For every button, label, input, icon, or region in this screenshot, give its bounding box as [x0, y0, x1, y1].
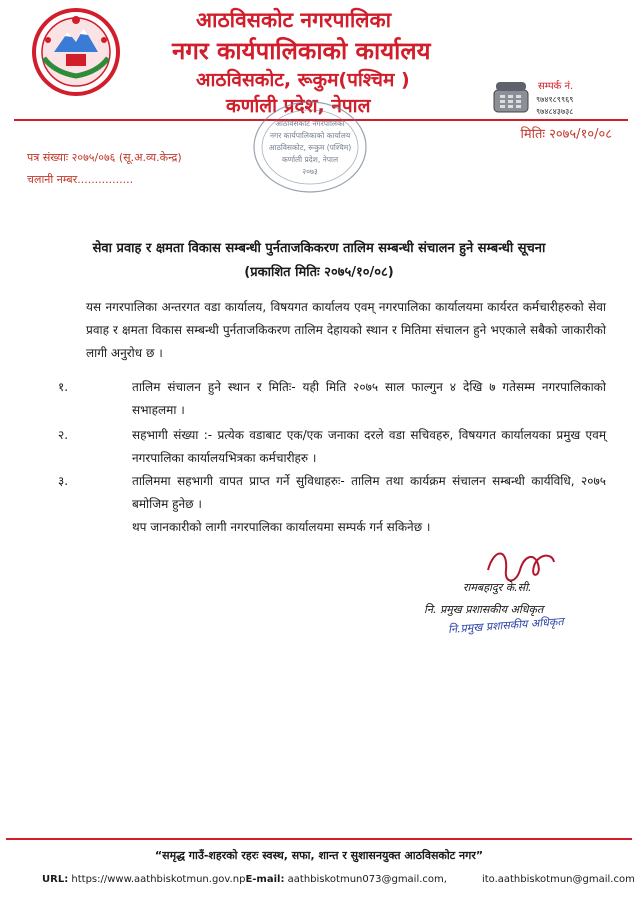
- office-seal-stamp: [250, 98, 370, 196]
- list-item-training-venue-date: तालिम संचालन हुने स्थान र मितिः- यही मिति २०७५ साल फाल्गुन ४ देखि ७ गतेसम्म नगरपालिकाको सभाहलमा ।: [132, 380, 606, 417]
- header-province-line: कर्णाली प्रदेश, नेपाल: [226, 95, 371, 117]
- list-item-number: १.: [58, 380, 69, 394]
- seal-line-5: २०७३: [302, 167, 318, 176]
- header-office-line-2: नगर कार्यपालिकाको कार्यालय: [172, 37, 431, 65]
- contact-number-2: ९७४८४३७३८: [536, 107, 574, 116]
- list-item-number: ३.: [58, 474, 69, 488]
- signatory-stamp: नि.प्रमुख प्रशासकीय अधिकृत: [447, 614, 565, 637]
- email-link-1[interactable]: aathbiskotmun073@gmail.com,: [287, 874, 447, 885]
- footer-contact-line: [42, 874, 635, 885]
- notice-closing-line: थप जानकारीको लागी नगरपालिका कार्यालयमा सम्पर्क गर्न सकिनेछ ।: [132, 520, 431, 534]
- notice-publish-date: (प्रकाशित मितिः २०७५/१०/०८): [244, 265, 394, 280]
- issue-date: मितिः २०७५/१०/०८: [520, 127, 612, 142]
- dispatch-number: चलानी नम्बर................: [27, 173, 134, 186]
- signatory-name: रामबहादुर के.सी.: [463, 581, 532, 594]
- letter-reference-number: पत्र संख्याः २०७५/०७६ (सू.अ.व्य.केन्द्र): [27, 151, 182, 164]
- telephone-icon: [492, 80, 530, 114]
- seal-line-4: कर्णाली प्रदेश, नेपाल: [281, 155, 339, 164]
- nepal-government-emblem-icon: [30, 6, 122, 98]
- signatory-title: नि. प्रमुख प्रशासकीय अधिकृत: [424, 603, 544, 616]
- notice-intro-paragraph: यस नगरपालिका अन्तरगत वडा कार्यालय, विषयगत कार्यालय एवम् नगरपालिका कार्यालयमा कार्यरत कर्मचारीहरुको सेवा प्रवाह र क्षमता विकास सम्बन्धी पुर्नताजकिकरण तालिम देहायको स्थान र मितिमा संचालन हुने भएकाले सबैको जाकारीको लागी अनुरोध छ ।: [86, 300, 606, 360]
- municipality-motto: “समृद्ध गाउँ-शहरको रहरः स्वस्थ, सफा, शान्त र सुशासनयुक्त आठविसकोट नगर”: [154, 849, 484, 862]
- contact-label: सम्पर्क नं.: [538, 81, 574, 92]
- header-office-line-1: आठविसकोट नगरपालिका: [196, 8, 392, 32]
- list-item-number: २.: [58, 428, 69, 442]
- email-link-2[interactable]: ito.aathbiskotmun@gmail.com: [481, 874, 635, 885]
- list-item-facilities: तालिममा सहभागी वापत प्राप्त गर्ने सुविधाहरुः- तालिम तथा कार्यक्रम संचालन सम्बन्धी कार्यविधि, २०७५ बमोजिम हुनेछ ।: [132, 474, 606, 511]
- seal-line-3: आठविसकोट, रूकुम (पश्चिम): [268, 143, 352, 152]
- url-label: URL:: [42, 874, 69, 885]
- seal-line-1: आठविसकोट नगरपालिका: [275, 119, 345, 128]
- email-label: E-mail:: [245, 874, 285, 885]
- header-address-line: आठविसकोट, रूकुम(पश्चिम ): [196, 69, 410, 91]
- list-item-participants: सहभागी संख्या :- प्रत्येक वडाबाट एक/एक जनाका दरले वडा सचिवहरु, विषयगत कार्यालयका प्रमुख एवम् नगरपालिका कार्यालयभित्रका कर्मचारीहरु ।: [132, 428, 606, 465]
- notice-title: सेवा प्रवाह र क्षमता विकास सम्बन्धी पुर्नताजकिकरण तालिम सम्बन्धी संचालन हुने सम्बन्धी सूचना: [92, 241, 546, 256]
- contact-number-1: ९७४१८९९६९: [536, 95, 574, 104]
- footer-divider: [6, 838, 632, 840]
- seal-line-2: नगर कार्यपालिकाको कार्यालय: [269, 131, 351, 140]
- website-link[interactable]: https://www.aathbiskotmun.gov.np: [71, 874, 246, 885]
